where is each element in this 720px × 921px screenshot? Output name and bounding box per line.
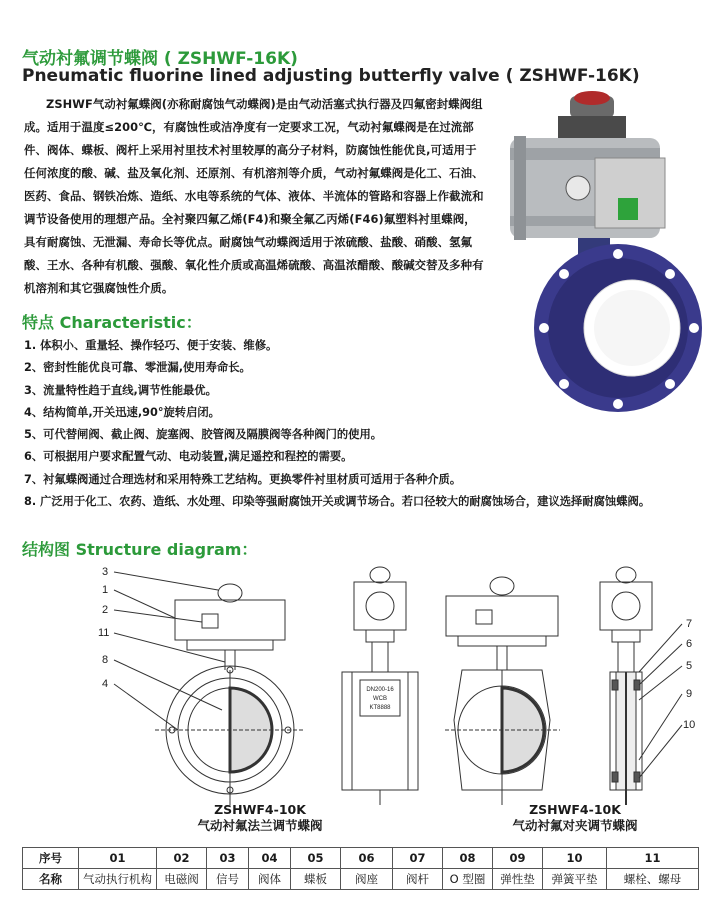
characteristic-title-cn: 特点 [22, 313, 55, 332]
table-row [23, 848, 699, 869]
wafer-valve-callout-labels [683, 618, 695, 731]
table-cell: 阀杆 [393, 869, 443, 890]
table-cell: 蝶板 [291, 869, 341, 890]
table-cell: 信号 [207, 869, 249, 890]
structure-title [22, 537, 257, 560]
flanged-valve-model: ZSHWF4-10K [214, 802, 306, 817]
callout-10: 10 [683, 719, 696, 731]
callout-7: 7 [686, 618, 693, 630]
callout-2: 2 [102, 604, 109, 616]
table-cell: 气动执行机构 [79, 869, 157, 890]
table-cell: 11 [607, 848, 699, 869]
table-cell: 09 [493, 848, 543, 869]
list-item: 1. 体积小、重量轻、操作轻巧、便于安装、维修。 [24, 339, 278, 352]
flanged-valve-callout-labels [98, 566, 109, 690]
table-cell: 06 [341, 848, 393, 869]
callout-9: 9 [686, 688, 693, 700]
characteristic-list [24, 335, 650, 513]
intro-paragraph: ZSHWF气动衬氟蝶阀(亦称耐腐蚀气动蝶阀)是由气动活塞式执行器及四氟密封蝶阀组成。适用于温度≤200℃，有腐蚀性或洁净度有一定要求工况，气动衬氟蝶阀是在过流部件、阀体、蝶板、阀杆上采用衬里技术衬里较厚的高分子材料，防腐蚀性能优良,可适用于任何浓度的酸、碱、盐及氧化剂、还原剂、有机溶剂等介质，气动衬氟蝶阀是化工、石油、医药、食品、钢铁冶炼、造纸、水电等系统的气体、液体、半流体的管路和容器上作截流和调节设备使用的理想产品。全衬聚四氟乙烯(F4)和聚全氟乙丙烯(F46)氟塑料衬里蝶阀，具有耐腐蚀、无泄漏、寿命长等优点。耐腐蚀气动蝶阀适用于浓硫酸、盐酸、硝酸、氢氟酸、王水、各种有机酸、强酸、氧化性介质或高温烯硫酸、高温浓醋酸、酸碱交替及多种有机溶剂和其它强腐蚀性介质。 [24, 97, 484, 295]
table-cell: 阀座 [341, 869, 393, 890]
callout-4: 4 [102, 678, 109, 690]
wafer-valve-caption [500, 802, 650, 834]
table-cell: 弹簧平垫 [543, 869, 607, 890]
table-cell: 弹性垫 [493, 869, 543, 890]
flanged-valve-side-view [342, 567, 418, 805]
list-item: 5、可代替闸阀、截止阀、旋塞阀、胶管阀及隔膜阀等各种阀门的使用。 [24, 428, 383, 442]
flanged-valve-caption [190, 802, 330, 834]
table-cell: O 型圈 [443, 869, 493, 890]
table-cell: 04 [249, 848, 291, 869]
table-row [23, 869, 699, 890]
callout-6: 6 [686, 638, 693, 650]
wafer-valve-front-view [445, 577, 560, 805]
svg-text:KT8888: KT8888 [369, 705, 391, 711]
callout-1: 1 [102, 584, 109, 596]
list-item: 7、衬氟蝶阀通过合理选材和采用特殊工艺结构。更换零件衬里材质可适用于各种介质。 [24, 472, 462, 486]
table-cell: 08 [443, 848, 493, 869]
list-item: 2、密封性能优良可靠、零泄漏,使用寿命长。 [24, 361, 251, 375]
svg-text:WCB: WCB [373, 696, 387, 702]
wafer-valve-side-view [600, 567, 682, 805]
structure-title-cn: 结构图 [22, 540, 71, 559]
wafer-valve-model: ZSHWF4-10K [529, 802, 621, 817]
structure-diagram [90, 560, 710, 820]
parts-table [22, 847, 699, 890]
page-title-cn: 气动衬氟调节蝶阀 ( ZSHWF-16K) [22, 49, 298, 69]
wafer-valve-name: 气动衬氟对夹调节蝶阀 [512, 818, 638, 833]
characteristic-title [22, 310, 202, 333]
table-cell: 01 [79, 848, 157, 869]
table-cell: 05 [291, 848, 341, 869]
structure-title-en: Structure diagram： [75, 540, 258, 559]
table-cell: 电磁阀 [157, 869, 207, 890]
table-cell: 阀体 [249, 869, 291, 890]
table-cell: 10 [543, 848, 607, 869]
page-title-en: Pneumatic fluorine lined adjusting butterfly valve ( ZSHWF-16K) [22, 66, 640, 86]
svg-text:DN200-16: DN200-16 [366, 687, 394, 693]
flanged-valve-front-view [114, 572, 305, 805]
table-cell: 03 [207, 848, 249, 869]
list-item: 4、结构简单,开关迅速,90°旋转启闭。 [24, 405, 220, 419]
callout-8: 8 [102, 654, 109, 666]
callout-11: 11 [98, 627, 110, 639]
list-item: 8. 广泛用于化工、农药、造纸、水处理、印染等强耐腐蚀开关或调节场合。若口径较大的耐腐蚀场合，建议选择耐腐蚀蝶阀。 [24, 495, 651, 509]
table-cell: 名称 [23, 869, 79, 890]
callout-3: 3 [102, 566, 109, 578]
table-cell: 02 [157, 848, 207, 869]
flanged-valve-name: 气动衬氟法兰调节蝶阀 [197, 818, 323, 833]
callout-5: 5 [686, 660, 693, 672]
list-item: 6、可根据用户要求配置气动、电动装置,满足遥控和程控的需要。 [24, 450, 353, 464]
table-cell: 07 [393, 848, 443, 869]
table-cell: 螺栓、螺母 [607, 869, 699, 890]
characteristic-title-en: Characteristic： [59, 313, 202, 332]
list-item: 3、流量特性趋于直线,调节性能最优。 [24, 383, 217, 397]
table-cell: 序号 [23, 848, 79, 869]
